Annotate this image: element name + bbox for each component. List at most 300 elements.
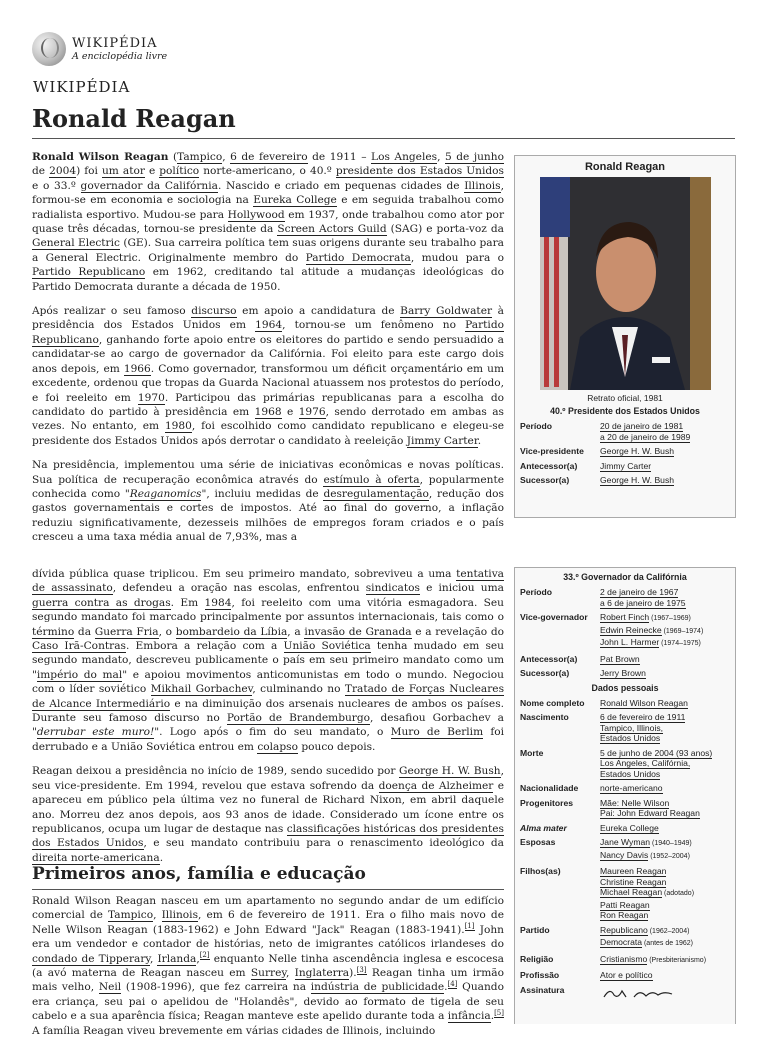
article-link[interactable]: invasão de Granada xyxy=(304,625,412,638)
infobox-label: Alma mater xyxy=(520,822,567,833)
infobox-link[interactable]: Michael Reagan xyxy=(600,887,663,897)
infobox-label: Sucessor(a) xyxy=(520,668,570,678)
article-link[interactable]: Jimmy Carter xyxy=(406,434,478,447)
infobox-row xyxy=(515,585,735,610)
article-link[interactable]: doença de Alzheimer xyxy=(378,779,494,792)
infobox-label: Progenitores xyxy=(520,797,574,808)
article-link[interactable]: União Soviética xyxy=(283,640,371,653)
article-link[interactable]: término xyxy=(32,625,75,638)
text-run: e o 33.º xyxy=(32,179,81,192)
article-link[interactable]: presidente dos Estados Unidos xyxy=(335,165,504,178)
text-run: A família Reagan viveu brevemente em várias cidades de Illinois, incluindo xyxy=(32,1024,436,1037)
infobox-value xyxy=(600,925,730,950)
article-link[interactable]: sindicatos xyxy=(365,582,420,595)
article-link[interactable]: Tratado de Forças Nucleares de Alcance Intermediário xyxy=(32,683,505,710)
infobox-value-line xyxy=(600,783,730,794)
text-run: . Nascido e criado em pequenas cidades de xyxy=(217,179,465,192)
text-run: , o xyxy=(158,625,176,638)
article-link[interactable]: 1964 xyxy=(255,319,283,332)
infobox-link[interactable]: 2 de janeiro de 1967 xyxy=(600,587,679,597)
text-run: Reagan deixou a presidência no início de 1989, sendo sucedido por xyxy=(32,765,399,778)
infobox-row xyxy=(515,781,735,796)
infobox-label: Profissão xyxy=(520,970,560,980)
text-run: ( xyxy=(168,151,178,163)
infobox-value-line xyxy=(600,808,730,819)
text-run: . Como governador, transformou um déficit orçamentário em um excedente, ordenou que tropas da Guarda Nacional atuassem nos protestos do período, e foi reeleito em xyxy=(32,362,504,404)
text-run: , foi escolhido como candidato republicano e elegeu-se presidente dos Estados Unidos após derrotar o candidato à reeleição xyxy=(32,420,504,447)
infobox-value-line xyxy=(600,748,730,759)
article-link[interactable]: classificações históricas dos presidentes dos Estados Unidos xyxy=(32,822,504,850)
infobox-link[interactable]: norte-americano xyxy=(600,783,663,793)
infobox-note: (Presbiterianismo) xyxy=(647,956,707,964)
article-link[interactable]: Surrey xyxy=(250,967,286,980)
infobox-value-line xyxy=(600,421,730,432)
text-run: em apoio a candidatura de xyxy=(236,305,401,318)
infobox-value xyxy=(600,783,730,794)
infobox-row xyxy=(515,666,735,681)
text-run: , a xyxy=(287,625,305,638)
infobox-value-line xyxy=(600,900,730,911)
text-run: e xyxy=(144,165,160,178)
article-link[interactable]: tentativa de assassinato xyxy=(32,568,504,595)
infobox-value-line xyxy=(600,625,730,638)
infobox-row xyxy=(515,444,735,459)
text-run: de 1911 – xyxy=(307,151,372,163)
article-link[interactable]: Guerra Fria xyxy=(94,625,159,638)
personal-heading: Dados pessoais xyxy=(591,682,659,693)
text-run: , xyxy=(149,952,158,965)
infobox-label: Vice-governador xyxy=(520,612,588,622)
infobox-value-line xyxy=(600,925,730,938)
infobox-value-line xyxy=(600,837,730,850)
text-run: norte-americano, o 40.º xyxy=(199,165,336,178)
infobox-note: (1952–2004) xyxy=(648,852,690,860)
infobox-label: Antecessor(a) xyxy=(520,460,578,471)
infobox-label: Sucessor(a) xyxy=(520,475,570,485)
text-run: Ronald Wilson Reagan xyxy=(32,151,169,163)
infobox-link[interactable]: 20 de janeiro de 1981 xyxy=(600,421,684,431)
article-link[interactable]: 1968 xyxy=(254,405,282,418)
infobox-link[interactable]: George H. W. Bush xyxy=(600,446,675,456)
infobox-value xyxy=(600,748,730,780)
infobox-value-line xyxy=(600,475,730,486)
infobox-link[interactable]: Ator e político xyxy=(600,970,653,980)
text-run: John era um vendedor e contador de histórias, neto de imigrantes católicos irlandeses do xyxy=(32,923,504,951)
infobox-value-line xyxy=(600,654,730,665)
article-lead xyxy=(32,150,504,555)
text-run: , culminando no xyxy=(252,683,345,696)
infobox-label: Morte xyxy=(520,747,544,758)
infobox-row xyxy=(515,835,735,864)
infobox-row xyxy=(515,419,735,444)
article-link[interactable]: Illinois xyxy=(464,179,501,192)
text-run: , foi reeleito com uma vitória esmagadora. Seu segundo mandato foi marcado principalmente por assuntos internacionais, tais como o xyxy=(32,596,505,624)
text-run: . Em xyxy=(170,596,205,609)
infobox-label: Período xyxy=(520,587,552,597)
infobox-label: Esposas xyxy=(520,837,556,847)
text-run: Reagan tinha um irmão mais velho, xyxy=(32,967,504,994)
infobox-row xyxy=(515,710,735,746)
infobox-value-line xyxy=(600,461,730,472)
infobox-link[interactable]: Pat Brown xyxy=(600,653,640,664)
office-heading: 40.º Presidente dos Estados Unidos xyxy=(550,406,700,416)
infobox-rows xyxy=(515,419,735,488)
infobox-value xyxy=(600,837,730,862)
infobox-link[interactable]: Republicano xyxy=(600,924,648,935)
text-run: Na presidência, implementou uma série de iniciativas econômicas e novas políticas. Sua política de recuperação econômica através do xyxy=(32,459,504,486)
article-link[interactable]: indústria de publicidade xyxy=(310,981,445,994)
article-link[interactable]: desregulamentação xyxy=(323,487,429,500)
infobox-value-line xyxy=(600,587,730,598)
infobox-note: (1969–1974) xyxy=(661,627,704,635)
text-run: (SAG) e porta-voz da xyxy=(386,223,504,236)
article-link[interactable]: infância xyxy=(447,1010,491,1023)
infobox-value xyxy=(600,587,730,608)
infobox-link[interactable]: Jane Wyman xyxy=(600,837,651,847)
infobox-label: Partido xyxy=(520,924,550,935)
text-run: . Participou das primárias republicanas para a escolha do candidato do partido à presidência em xyxy=(32,391,504,418)
text-run: e na diminuição dos arsenais nucleares de ambos os países. Durante seu famoso discurso no xyxy=(32,697,505,725)
article-link[interactable]: 1980 xyxy=(164,420,192,433)
infobox-link[interactable]: Patti Reagan xyxy=(600,899,650,910)
article-link[interactable]: império do mal xyxy=(36,668,123,681)
paragraph xyxy=(32,764,504,865)
article-link[interactable]: Illinois xyxy=(161,909,198,922)
infobox-note: (1974–1975) xyxy=(659,640,701,647)
infobox-rows xyxy=(515,696,735,1006)
text-run: , redução dos gastos governamentais e cortes de impostos. Até ao final do governo, a inflação reduziu significativamente, dezesseis milhões de empregos foram criados e o país cresceu a uma taxa média anual de 7,93%, mas a xyxy=(32,487,504,544)
text-run: e iniciou uma xyxy=(419,582,504,595)
article-link[interactable]: bombardeio da Líbia xyxy=(175,625,288,638)
text-run: , xyxy=(222,151,231,163)
article-link[interactable]: 6 de fevereiro xyxy=(230,151,308,163)
text-run: , xyxy=(153,909,162,922)
office-heading: 33.º Governador da Califórnia xyxy=(563,572,687,582)
section-heading: Primeiros anos, família e educação xyxy=(32,862,504,890)
article-link[interactable]: Partido Democrata xyxy=(305,251,411,264)
text-run: , sendo derrotado em ambas as vezes. No entanto, em xyxy=(32,405,504,433)
infobox-label: Nascimento xyxy=(520,712,569,722)
infobox-label: Filhos(as) xyxy=(520,866,561,876)
infobox-value-line xyxy=(600,698,730,709)
text-run: em 1937, onde trabalhou como ator por quase três décadas, tornou-se presidente da xyxy=(32,208,505,236)
text-run: e apareceu em público pela última vez no funeral de Richard Nixon, em abril daquele ano. Morreu dez anos depois, aos 93 anos de idade. Considerado um ícone entre os republicanos, ocupa um lugar de destaque nas xyxy=(32,779,504,835)
article-link[interactable]: 1976 xyxy=(298,405,326,418)
wikipedia-logo[interactable] xyxy=(32,32,167,66)
text-run: , desafiou Gorbachev a " xyxy=(32,712,504,739)
article-link[interactable]: estímulo à oferta xyxy=(323,473,420,486)
infobox-link[interactable]: 5 de junho de 2004 (93 anos) xyxy=(600,747,713,758)
text-run: , mudou para o xyxy=(410,251,504,264)
article-link[interactable]: governador da Califórnia xyxy=(80,179,218,192)
infobox-title: Ronald Reagan xyxy=(584,161,666,173)
article-link[interactable]: Neil xyxy=(98,981,122,994)
infobox-link[interactable]: Edwin Reinecke xyxy=(600,624,662,635)
citation-link[interactable]: [3] xyxy=(356,965,367,974)
text-run: . xyxy=(477,434,482,447)
infobox-row xyxy=(515,952,735,969)
signature-image xyxy=(600,985,680,1001)
paragraph xyxy=(32,567,504,754)
infobox-link[interactable]: a 6 de janeiro de 1975 xyxy=(600,597,686,608)
infobox-link[interactable]: Christine Reagan xyxy=(600,876,667,887)
text-run: , e seu mandato contribuiu para o renascimento ideológico da xyxy=(143,837,504,850)
article-link[interactable]: guerra contra as drogas xyxy=(32,596,171,609)
infobox-link[interactable]: Nancy Davis xyxy=(600,849,649,860)
article-link[interactable]: Partido Republicano xyxy=(32,266,146,279)
infobox-value xyxy=(600,970,730,981)
page-title: Ronald Reagan xyxy=(32,104,735,139)
text-run: à presidência dos Estados Unidos em xyxy=(32,305,504,332)
article-link[interactable]: General Electric xyxy=(32,237,120,250)
article-link[interactable]: colapso xyxy=(257,740,298,753)
article-link[interactable]: 1984 xyxy=(204,596,232,609)
infobox-label: Nacionalidade xyxy=(520,783,579,793)
infobox-value-line xyxy=(600,850,730,863)
text-run: tenha mudado em seu segundo mandato, descreveu publicamente o país em seu primeiro mandato como um " xyxy=(32,640,504,681)
article-link[interactable]: Irlanda xyxy=(157,952,197,965)
article-link[interactable]: 2004 xyxy=(49,165,77,178)
text-run: enquanto Nelle tinha ascendência inglesa e escocesa (a avó materna de Reagan nasceu em xyxy=(32,952,504,980)
article-link[interactable]: 1970 xyxy=(137,391,165,404)
infobox-value xyxy=(600,954,730,967)
text-run: dívida pública quase triplicou. Em seu primeiro mandato, sobreviveu a uma xyxy=(32,568,457,580)
article-link[interactable]: George H. W. Bush xyxy=(399,765,501,778)
infobox-value-line xyxy=(600,758,730,769)
paragraph xyxy=(32,458,504,544)
article-link[interactable]: Caso Irã-Contras xyxy=(32,640,126,653)
infobox-value xyxy=(600,668,730,679)
text-run: Após realizar o seu famoso xyxy=(32,305,192,318)
paragraph xyxy=(32,304,504,448)
infobox-value-line xyxy=(600,733,730,744)
infobox-value-line xyxy=(600,668,730,679)
article-link[interactable]: um ator xyxy=(101,165,145,178)
text-run: Ronald Wilson Reagan nasceu em um apartamento no segundo andar de um edifício comercial de xyxy=(32,895,504,922)
article-link[interactable]: Partido Republicano xyxy=(32,319,504,346)
infobox-link[interactable]: Democrata xyxy=(600,937,643,947)
infobox-label: Período xyxy=(520,421,552,431)
infobox-label: Antecessor(a) xyxy=(520,653,578,664)
infobox-value xyxy=(600,475,730,486)
infobox-link[interactable]: Jerry Brown xyxy=(600,668,646,678)
infobox-value-line xyxy=(600,612,730,625)
infobox-value-line xyxy=(600,769,730,780)
logo-tagline: A enciclopédia livre xyxy=(72,51,168,62)
text-run: e xyxy=(281,405,299,418)
infobox-value xyxy=(600,712,730,744)
article-link[interactable]: 5 de junho xyxy=(444,151,504,163)
infobox-value xyxy=(600,421,730,442)
infobox-row xyxy=(515,473,735,488)
infobox-value-line xyxy=(600,798,730,809)
infobox-value-line xyxy=(600,712,730,723)
logo-name: WIKIPÉDIA xyxy=(72,36,158,51)
infobox-link[interactable]: Estados Unidos xyxy=(600,768,661,779)
wikipedia-globe-icon xyxy=(32,32,66,66)
infobox-row xyxy=(515,983,735,1006)
article-link[interactable]: Tampico xyxy=(177,151,223,163)
infobox-link[interactable]: Maureen Reagan xyxy=(600,866,667,876)
infobox-link[interactable]: Pai: John Edward Reagan xyxy=(600,808,700,818)
infobox-value xyxy=(600,612,730,650)
text-run: , em 6 de fevereiro de 1911. Era o filho mais novo de Nelle Wilson Reagan (1883-1962) e John Edward "Jack" Reagan (1883-1941). xyxy=(32,909,504,936)
article-link[interactable]: discurso xyxy=(191,305,237,318)
infobox-value-line xyxy=(600,446,730,457)
infobox-note: (adotado) xyxy=(662,890,695,897)
text-run: e em seguida trabalhou como radialista esportivo. Mudou-se para xyxy=(32,194,504,221)
infobox-value xyxy=(600,654,730,665)
infobox-link[interactable]: Cristianismo xyxy=(600,953,648,964)
text-run: ", incluiu medidas de xyxy=(201,487,324,500)
text-run: ). xyxy=(349,967,357,980)
wikipedia-wordmark: WIKIPÉDIA xyxy=(33,78,131,96)
infobox-value-line xyxy=(600,432,730,443)
citation-link[interactable]: [2] xyxy=(199,951,210,960)
infobox-note: (antes de 1962) xyxy=(642,940,694,947)
citation-link[interactable]: [1] xyxy=(464,922,475,931)
text-run: em 1962, creditando tal atitude a mudanças ideológicas do Partido Democrata durante a década de 1950. xyxy=(32,266,504,293)
infobox-value-line xyxy=(600,937,730,950)
infobox-label: Religião xyxy=(520,953,554,964)
infobox-value xyxy=(600,823,730,834)
infobox-rows xyxy=(515,585,735,681)
infobox-row xyxy=(515,459,735,474)
article-link[interactable]: Inglaterra xyxy=(294,967,350,980)
text-run: , defendeu a oração nas escolas, enfrentou xyxy=(112,582,366,595)
infobox-row xyxy=(515,821,735,836)
infobox-value xyxy=(600,985,730,1004)
infobox-value-line xyxy=(600,823,730,834)
infobox-value-line xyxy=(600,598,730,609)
paragraph xyxy=(32,150,504,294)
photo-caption: Retrato oficial, 1981 xyxy=(587,393,663,403)
infobox-label: Assinatura xyxy=(520,984,565,995)
article-link[interactable]: Los Angeles xyxy=(371,151,438,163)
infobox-value xyxy=(600,446,730,457)
infobox-row xyxy=(515,610,735,652)
text-run: , xyxy=(437,151,445,163)
infobox-value xyxy=(600,866,730,921)
text-run: da xyxy=(74,625,95,638)
text-run: foi derrubado e a União Soviética entrou em xyxy=(32,726,505,753)
infobox-link[interactable]: Mãe: Nelle Wilson xyxy=(600,797,670,808)
infobox-value-line xyxy=(600,887,730,900)
article-link[interactable]: derrubar este muro! xyxy=(36,726,155,739)
infobox-link[interactable]: Tampico, Illinois, xyxy=(600,722,664,733)
article-link[interactable]: Hollywood xyxy=(227,208,285,221)
text-run: . xyxy=(490,1010,495,1023)
infobox-value xyxy=(600,461,730,472)
article-link[interactable]: Muro de Berlim xyxy=(390,726,484,739)
infobox-top xyxy=(514,155,736,518)
text-run: Quando era criança, seu pai o apelidou de "Holandês", devido ao formato de tigela de seu cabelo e a sua aparência física; Reagan manteve este apelido durante toda a xyxy=(32,981,504,1023)
infobox-bottom xyxy=(514,567,736,1024)
infobox-row xyxy=(515,652,735,667)
infobox-row xyxy=(515,968,735,983)
infobox-link[interactable]: Estados Unidos xyxy=(600,733,661,743)
text-run: ) foi xyxy=(76,165,102,178)
article-link[interactable]: 1966 xyxy=(123,362,151,375)
citation-link[interactable]: [5] xyxy=(494,1008,504,1017)
paragraph xyxy=(32,894,504,1038)
infobox-link[interactable]: Los Angeles, Califórnia, xyxy=(600,758,691,768)
text-run: " e apoiou movimentos anticomunistas em todo o mundo. Negociou com o líder soviético xyxy=(32,668,504,696)
infobox-note: (1962–2004) xyxy=(647,927,690,935)
text-run: . xyxy=(444,981,448,994)
infobox-value-line xyxy=(600,970,730,981)
infobox-label: Nome completo xyxy=(520,697,585,708)
infobox-value-line xyxy=(600,723,730,734)
infobox-link[interactable]: John L. Harmer xyxy=(600,637,660,647)
text-run: , ganhando forte apoio entre os eleitores do partido e sendo persuadido a candidatar-se ao cargo de governador da Califórnia. Foi eleito para este cargo dois anos depois, em xyxy=(32,333,504,375)
article-link[interactable]: Eureka College xyxy=(253,194,337,207)
infobox-value-line xyxy=(600,866,730,877)
text-run: , formou-se em economia e sociologia na xyxy=(32,179,504,207)
infobox-link[interactable]: Jimmy Carter xyxy=(600,460,652,471)
article-link[interactable]: Mikhail Gorbachev xyxy=(150,683,253,696)
article-link[interactable]: Tampico xyxy=(108,909,154,922)
infobox-link[interactable]: Ronald Wilson Reagan xyxy=(600,697,688,708)
infobox-link[interactable]: Eureka College xyxy=(600,822,659,833)
article-link[interactable]: direita norte-americana xyxy=(32,851,160,864)
article-link[interactable]: Reaganomics xyxy=(129,487,202,500)
infobox-row xyxy=(515,796,735,821)
infobox-value-line xyxy=(600,877,730,888)
infobox-note: (1940–1949) xyxy=(650,840,692,847)
infobox-value-line xyxy=(600,637,730,650)
infobox-row xyxy=(515,746,735,782)
article-link[interactable]: Portão de Brandemburgo xyxy=(226,712,371,725)
infobox-value xyxy=(600,798,730,819)
text-run: (GE). Sua carreira política tem suas origens durante seu trabalho para a General Electric. Originalmente membro do xyxy=(32,237,504,264)
text-run: de xyxy=(32,165,50,178)
text-run: . xyxy=(159,851,164,864)
infobox-link[interactable]: Robert Finch xyxy=(600,612,650,622)
infobox-label: Vice-presidente xyxy=(520,446,584,456)
text-run: , xyxy=(196,952,200,965)
text-run: , tornou-se um fenômeno no xyxy=(282,319,466,332)
article-link[interactable]: político xyxy=(159,165,200,178)
infobox-link[interactable]: George H. W. Bush xyxy=(600,475,675,485)
infobox-row xyxy=(515,923,735,952)
infobox-value-line xyxy=(600,910,730,921)
article-lead-continued xyxy=(32,567,504,875)
infobox-link[interactable]: Ron Reagan xyxy=(600,910,649,920)
infobox-row xyxy=(515,696,735,711)
infobox-value-line xyxy=(600,954,730,967)
text-run: . Embora a relação com a xyxy=(125,640,284,653)
text-run: pouco depois. xyxy=(297,740,376,753)
citation-link[interactable]: [4] xyxy=(447,979,458,988)
text-run: , xyxy=(285,967,295,980)
article-link[interactable]: Screen Actors Guild xyxy=(277,223,387,236)
infobox-note: (1967–1969) xyxy=(649,615,691,622)
text-run: , popularmente conhecida como " xyxy=(32,473,504,500)
article-section-body xyxy=(32,894,504,1048)
text-run: e a revelação do xyxy=(411,625,504,638)
article-link[interactable]: condado de Tipperary xyxy=(32,952,150,965)
text-run: (1908-1996), que fez carreira na xyxy=(121,981,311,994)
infobox-link[interactable]: 6 de fevereiro de 1911 xyxy=(600,712,686,722)
portrait-photo[interactable] xyxy=(540,177,711,390)
text-run: , seu vice-presidente. Em 1994, revelou que estava sofrendo da xyxy=(32,765,504,792)
text-run: ". Logo após o fim do seu mandato, o xyxy=(154,726,391,739)
infobox-link[interactable]: a 20 de janeiro de 1989 xyxy=(600,431,691,442)
infobox-row xyxy=(515,864,735,923)
article-link[interactable]: Barry Goldwater xyxy=(400,305,493,318)
infobox-value xyxy=(600,698,730,709)
